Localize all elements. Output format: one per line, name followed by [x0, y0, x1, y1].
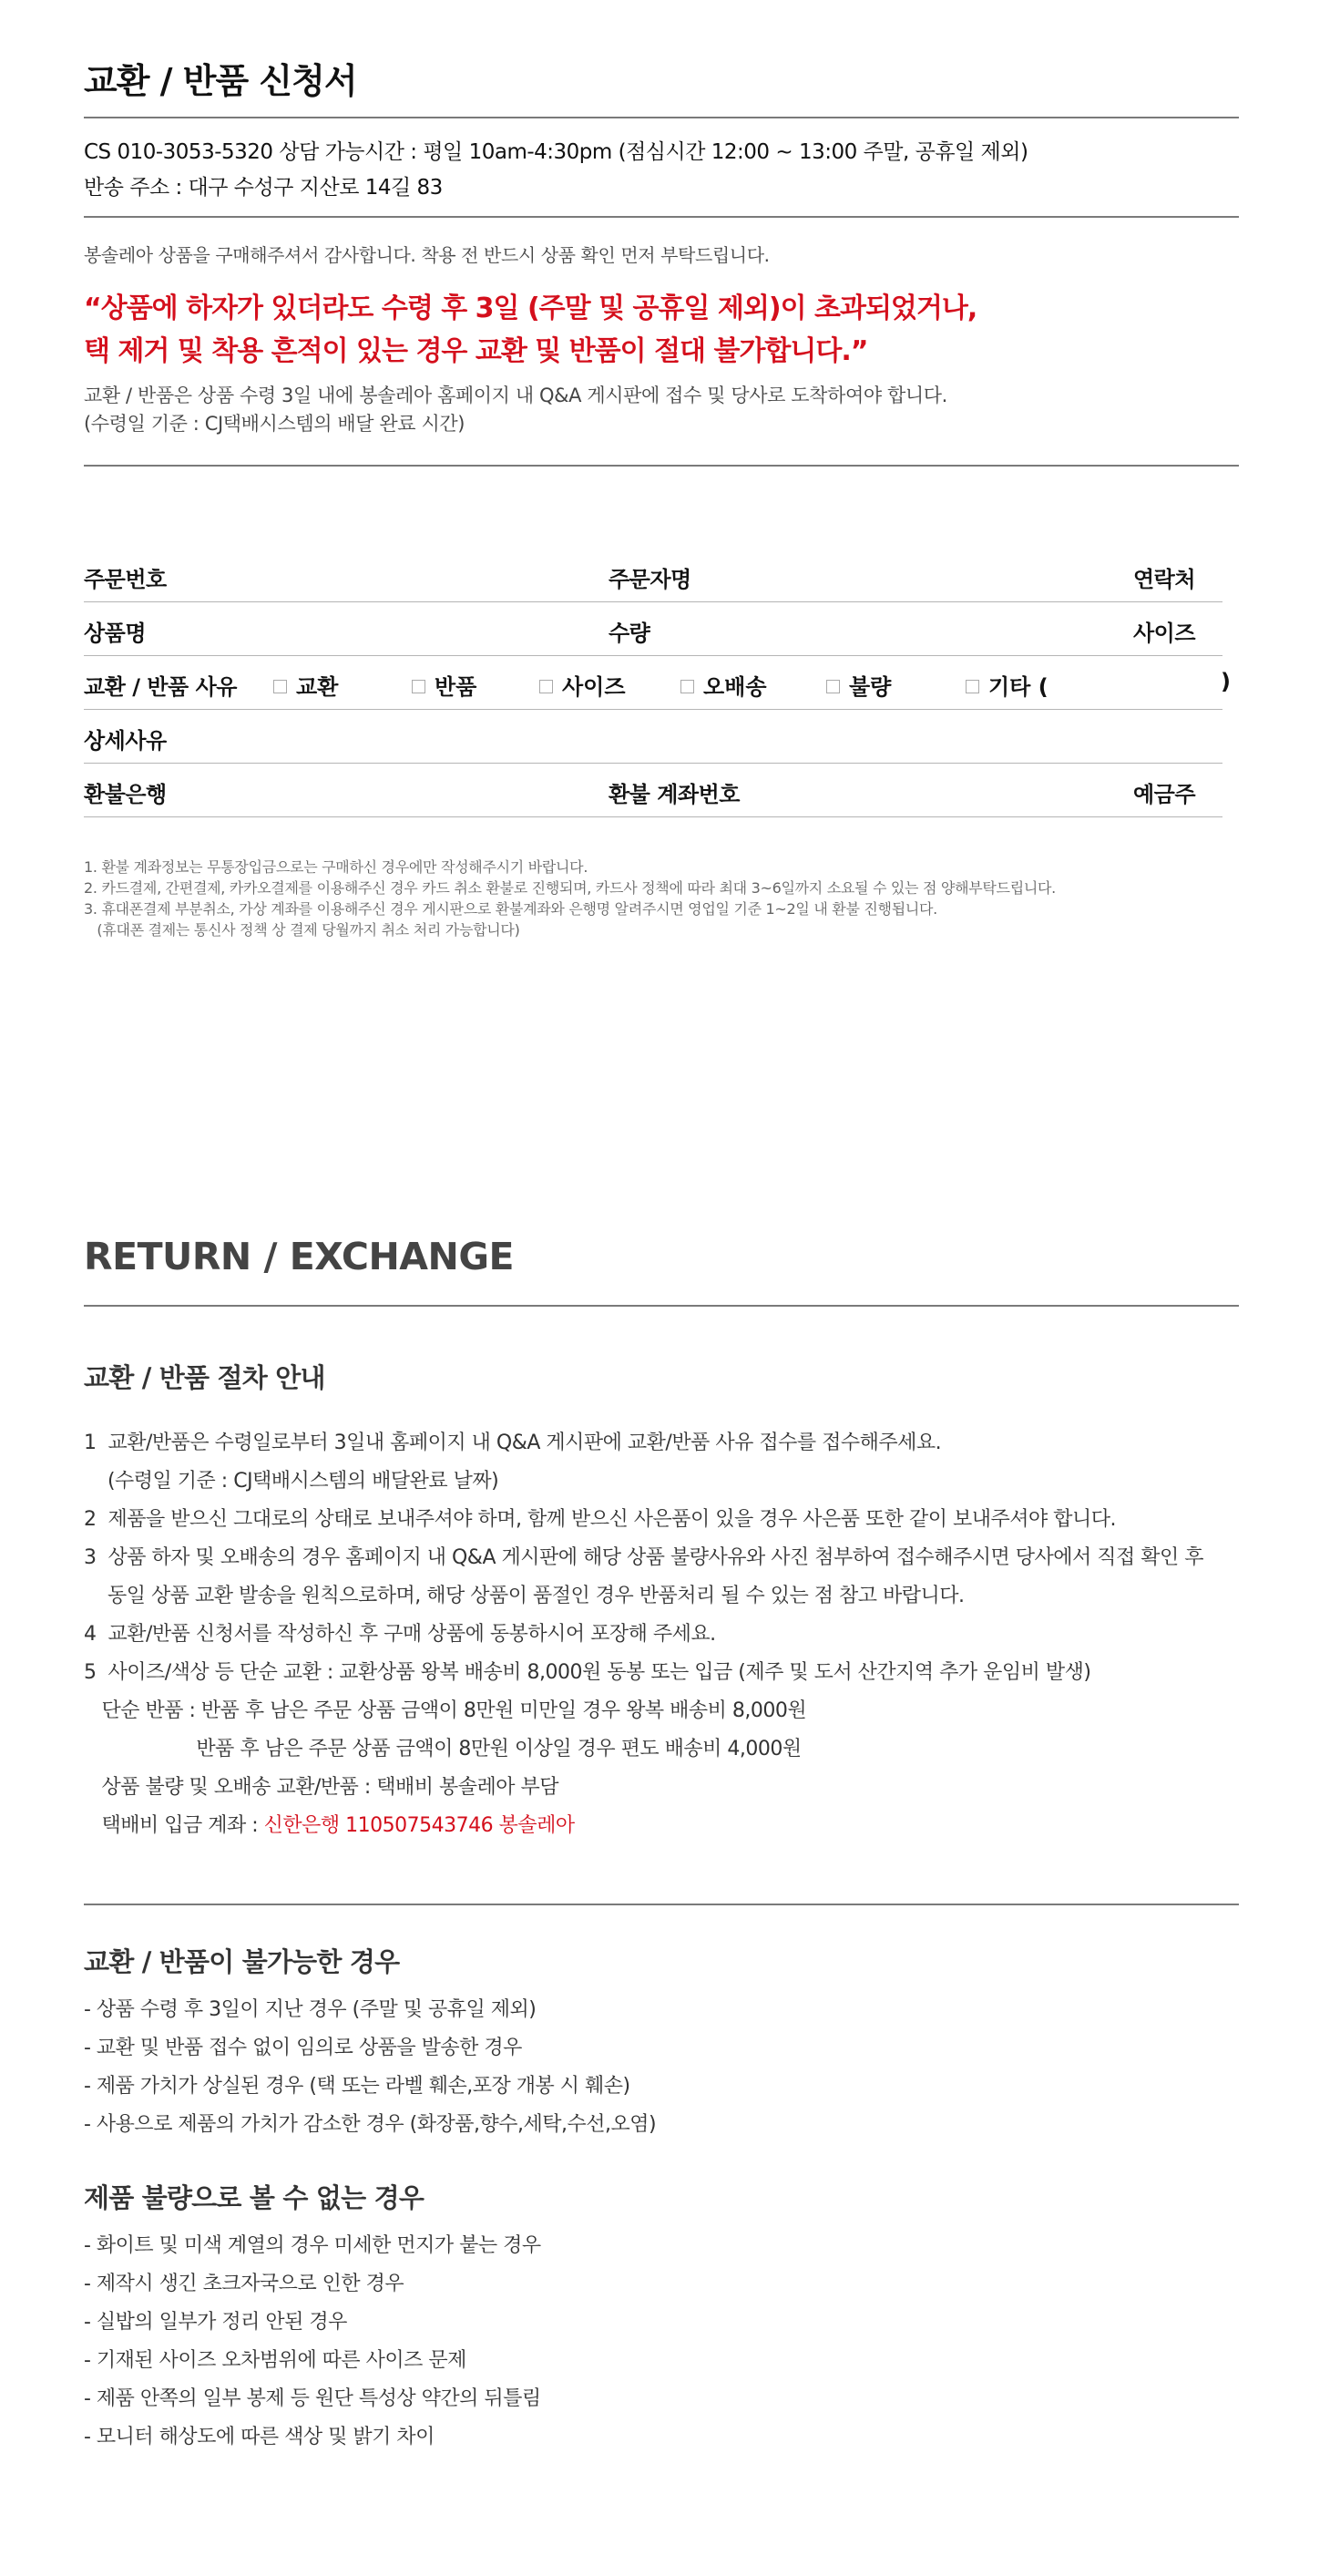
reason-label: 교환 / 반품 사유	[84, 674, 237, 700]
page-title: 교환 / 반품 신청서	[84, 61, 357, 101]
form-row-refund	[84, 764, 1222, 817]
form-row-reason	[84, 656, 1231, 710]
procedure-line: 2 제품을 받으신 그대로의 상태로 보내주셔야 하며, 함께 받으신 사은품이 있을 경우 사은품 또한 같이 보내주셔야 합니다.	[84, 1508, 1116, 1531]
product-name-label: 상품명	[84, 621, 147, 646]
procedure-heading: 교환 / 반품 절차 안내	[84, 1362, 325, 1393]
procedure-line: 상품 불량 및 오배송 교환/반품 : 택배비 봉솔레아 부담	[84, 1776, 559, 1799]
form-row-order	[84, 549, 1222, 602]
not-defect-item: - 실밥의 일부가 정리 안된 경우	[84, 2311, 347, 2334]
reason-misdelivery-label: 오배송	[703, 674, 767, 700]
note-line: (휴대폰 결제는 통신사 정책 상 결제 당월까지 취소 처리 가능합니다)	[84, 921, 520, 939]
reason-exchange-checkbox[interactable]	[273, 669, 338, 701]
refund-notes	[84, 857, 1056, 940]
not-defect-item: - 제작시 생긴 초크자국으로 인한 경우	[84, 2273, 404, 2295]
orderer-name-label: 주문자명	[609, 567, 691, 592]
warning-text-line-1: “상품에 하자가 있더라도 수령 후 3일 (주말 및 공휴일 제외)이 초과되었거나,	[84, 292, 977, 324]
not-defect-item: - 기재된 사이즈 오차범위에 따른 사이즈 문제	[84, 2349, 466, 2372]
not-possible-item: - 교환 및 반품 접수 없이 임의로 상품을 발송한 경우	[84, 2037, 522, 2059]
return-address-line: 반송 주소 : 대구 수성구 지산로 14길 83	[84, 176, 443, 200]
reason-other-checkbox[interactable]	[966, 669, 1048, 701]
reason-misdelivery-checkbox[interactable]	[680, 669, 767, 701]
policy-text-line-1: 교환 / 반품은 상품 수령 3일 내에 봉솔레아 홈페이지 내 Q&A 게시판에 접수 및 당사로 도착하여야 합니다.	[84, 385, 947, 406]
cs-contact-line: CS 010-3053-5320 상담 가능시간 : 평일 10am-4:30pm (점심시간 12:00 ~ 13:00 주말, 공휴일 제외)	[84, 140, 1028, 164]
reason-return-label: 반품	[435, 674, 477, 700]
warning-text-line-2: 택 제거 및 착용 흔적이 있는 경우 교환 및 반품이 절대 불가합니다.”	[84, 335, 868, 367]
order-number-label: 주문번호	[84, 567, 167, 592]
procedure-line: 반품 후 남은 주문 상품 금액이 8만원 이상일 경우 편도 배송비 4,000원	[84, 1738, 802, 1760]
reason-defect-label: 불량	[849, 674, 892, 700]
note-line: 1. 환불 계좌정보는 무통장입금으로는 구매하신 경우에만 작성해주시기 바랍니다.	[84, 858, 588, 876]
divider	[84, 465, 1239, 467]
procedure-line: 1 교환/반품은 수령일로부터 3일내 홈페이지 내 Q&A 게시판에 교환/반품 사유 접수를 접수해주세요.	[84, 1432, 942, 1454]
checkbox-box[interactable]	[680, 680, 694, 693]
policy-text-line-2: (수령일 기준 : CJ택배시스템의 배달 완료 시간)	[84, 413, 465, 435]
refund-bank-label: 환불은행	[84, 782, 167, 807]
reason-other-close-paren: )	[1221, 669, 1231, 694]
shipping-account-line	[84, 1810, 575, 1838]
checkbox-box[interactable]	[539, 680, 553, 693]
not-defect-heading: 제품 불량으로 볼 수 없는 경우	[84, 2182, 425, 2213]
detail-reason-label: 상세사유	[84, 728, 167, 754]
divider	[84, 1305, 1239, 1307]
divider	[84, 216, 1239, 218]
form-row-detail	[84, 710, 1222, 764]
checkbox-box[interactable]	[412, 680, 425, 693]
shipping-account-value: 신한은행 110507543746 봉솔레아	[263, 1814, 575, 1837]
divider	[84, 1904, 1239, 1905]
procedure-line: (수령일 기준 : CJ택배시스템의 배달완료 날짜)	[84, 1470, 499, 1493]
procedure-line: 단순 반품 : 반품 후 남은 주문 상품 금액이 8만원 미만일 경우 왕복 배송비 8,000원	[84, 1699, 807, 1722]
not-defect-item: - 모니터 해상도에 따른 색상 및 밝기 차이	[84, 2426, 435, 2448]
reason-size-label: 사이즈	[562, 674, 626, 700]
refund-account-label: 환불 계좌번호	[609, 782, 740, 807]
not-possible-item: - 제품 가치가 상실된 경우 (택 또는 라벨 훼손,포장 개봉 시 훼손)	[84, 2075, 630, 2098]
return-exchange-heading: RETURN / EXCHANGE	[84, 1235, 515, 1278]
reason-defect-checkbox[interactable]	[826, 669, 891, 701]
not-possible-heading: 교환 / 반품이 불가능한 경우	[84, 1946, 400, 1977]
checkbox-box[interactable]	[966, 680, 979, 693]
checkbox-box[interactable]	[826, 680, 840, 693]
note-line: 3. 휴대폰결제 부분취소, 가상 계좌를 이용해주신 경우 게시판으로 환불계좌와 은행명 알려주시면 영업일 기준 1~2일 내 환불 진행됩니다.	[84, 900, 937, 918]
not-defect-item: - 화이트 및 미색 계열의 경우 미세한 먼지가 붙는 경우	[84, 2234, 541, 2257]
reason-other-label: 기타 (	[988, 674, 1048, 700]
not-defect-item: - 제품 안쪽의 일부 봉제 등 원단 특성상 약간의 뒤틀림	[84, 2387, 541, 2410]
procedure-line: 5 사이즈/색상 등 단순 교환 : 교환상품 왕복 배송비 8,000원 동봉 또는 입금 (제주 및 도서 산간지역 추가 운임비 발생)	[84, 1661, 1091, 1684]
procedure-line: 4 교환/반품 신청서를 작성하신 후 구매 상품에 동봉하시어 포장해 주세요.	[84, 1623, 716, 1646]
form-row-product	[84, 602, 1222, 656]
thanks-text: 봉솔레아 상품을 구매해주셔서 감사합니다. 착용 전 반드시 상품 확인 먼저 부탁드립니다.	[84, 244, 770, 266]
procedure-line: 3 상품 하자 및 오배송의 경우 홈페이지 내 Q&A 게시판에 해당 상품 불량사유와 사진 첨부하여 접수해주시면 당사에서 직접 확인 후	[84, 1546, 1203, 1569]
procedure-line: 동일 상품 교환 발송을 원칙으로하며, 해당 상품이 품절인 경우 반품처리 될 수 있는 점 참고 바랍니다.	[84, 1585, 965, 1607]
not-possible-item: - 사용으로 제품의 가치가 감소한 경우 (화장품,향수,세탁,수선,오염)	[84, 2113, 657, 2136]
reason-return-checkbox[interactable]	[412, 669, 476, 701]
reason-exchange-label: 교환	[296, 674, 339, 700]
quantity-label: 수량	[609, 621, 650, 646]
contact-label: 연락처	[1133, 567, 1196, 592]
reason-size-checkbox[interactable]	[539, 669, 626, 701]
shipping-account-label: 택배비 입금 계좌 :	[84, 1814, 264, 1837]
size-label: 사이즈	[1133, 621, 1196, 646]
divider	[84, 117, 1239, 118]
account-holder-label: 예금주	[1133, 782, 1196, 807]
note-line: 2. 카드결제, 간편결제, 카카오결제를 이용해주신 경우 카드 취소 환불로 진행되며, 카드사 정책에 따라 최대 3~6일까지 소요될 수 있는 점 양해부탁드립니다.	[84, 879, 1056, 897]
not-possible-item: - 상품 수령 후 3일이 지난 경우 (주말 및 공휴일 제외)	[84, 1998, 537, 2021]
checkbox-box[interactable]	[273, 680, 287, 693]
